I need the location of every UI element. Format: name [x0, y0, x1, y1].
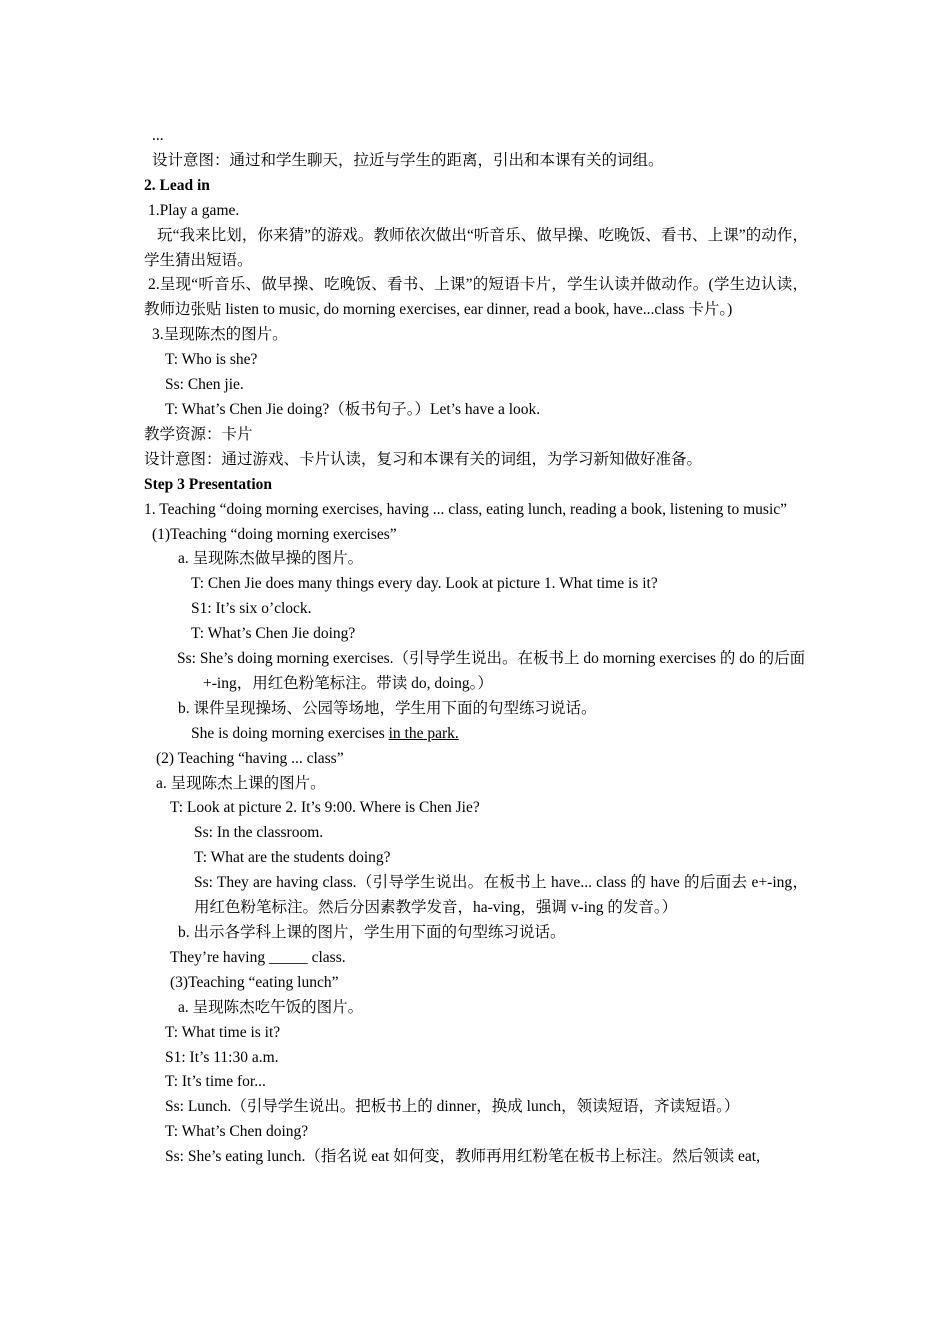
dialogue-line: T: What’s Chen doing?	[165, 1123, 309, 1141]
dialogue-line: T: It’s time for...	[165, 1073, 266, 1091]
dialogue-line: Ss: Lunch.（引导学生说出。把板书上的 dinner，换成 lunch，领读短语，齐读短语。）	[165, 1098, 740, 1116]
dialogue-line: T: What are the students doing?	[194, 849, 391, 867]
section-heading-lead-in: 2. Lead in	[144, 176, 210, 194]
dialogue-line: T: Chen Jie does many things every day. Look at picture 1. What time is it?	[191, 575, 658, 593]
lead-in-game-description: 玩“我来比划，你来猜”的游戏。教师依次做出“听音乐、做早操、吃晚饭、看书、上课”的动作，学生猜出短语。	[144, 226, 808, 269]
dialogue-line: S1: It’s six o’clock.	[191, 600, 312, 618]
underlined-phrase: in the park.	[388, 724, 459, 742]
dialogue-line: T: Look at picture 2. It’s 9:00. Where is Chen Jie?	[170, 799, 480, 817]
dialogue-line: Ss: Chen jie.	[165, 376, 244, 394]
dialogue-line: S1: It’s 11:30 a.m.	[165, 1048, 279, 1066]
example-sentence-1: She is doing morning exercises in the park.	[191, 724, 459, 742]
dialogue-line: T: What’s Chen Jie doing?（板书句子。）Let’s have a look.	[165, 400, 541, 418]
step-a-3: a. 呈现陈杰吃午饭的图片。	[178, 998, 364, 1016]
dialogue-line: Ss: In the classroom.	[194, 824, 324, 842]
subsection-heading-1: (1)Teaching “doing morning exercises”	[152, 525, 397, 543]
teaching-resources: 教学资源：卡片	[144, 425, 253, 443]
dialogue-line: T: What time is it?	[165, 1023, 281, 1041]
ellipsis-line: ...	[152, 127, 164, 144]
lead-in-item-3: 3.呈现陈杰的图片。	[152, 326, 288, 344]
lead-in-item-1: 1.Play a game.	[148, 201, 240, 219]
step-a-2: a. 呈现陈杰上课的图片。	[156, 774, 326, 792]
design-intent-1: 设计意图：通过和学生聊天，拉近与学生的距离，引出和本课有关的词组。	[152, 151, 664, 169]
design-intent-2: 设计意图：通过游戏、卡片认读，复习和本课有关的词组，为学习新知做好准备。	[144, 450, 703, 468]
dialogue-line: Ss: She’s eating lunch.（指名说 eat 如何变，教师再用红粉笔在板书上标注。然后领读 eat,	[165, 1148, 760, 1166]
step-a-1: a. 呈现陈杰做早操的图片。	[178, 550, 364, 568]
example-sentence-2: They’re having _____ class.	[170, 948, 346, 966]
step-b-2: b. 出示各学科上课的图片，学生用下面的句型练习说话。	[178, 924, 566, 941]
dialogue-line: T: What’s Chen Jie doing?	[191, 625, 356, 643]
document-page	[144, 124, 808, 1170]
lead-in-item-2: 2.呈现“听音乐、做早操、吃晚饭、看书、上课”的短语卡片，学生认读并做动作。(学生边认读，教师边张贴 listen to music, do morning exercises, ear dinner, read a book, have...class 卡片。)	[144, 276, 808, 319]
dialogue-line: T: Who is she?	[165, 351, 258, 369]
subsection-heading-3: (3)Teaching “eating lunch”	[170, 973, 339, 991]
dialogue-line: Ss: She’s doing morning exercises.（引导学生说出。在板书上 do morning exercises 的 do 的后面+-ing，用红色粉笔标注。带读 do, doing。）	[177, 650, 806, 692]
subsection-heading-2: (2) Teaching “having ... class”	[156, 749, 344, 767]
section-heading-presentation: Step 3 Presentation	[144, 475, 273, 493]
step-b-1: b. 课件呈现操场、公园等场地，学生用下面的句型练习说话。	[178, 699, 597, 717]
dialogue-line: Ss: They are having class.（引导学生说出。在板书上 have... class 的 have 的后面去 e+-ing，用红色粉笔标注。然后分因素教学发音，ha-ving，强调 v-ing 的发音。）	[194, 874, 808, 917]
presentation-item-1: 1. Teaching “doing morning exercises, having ... class, eating lunch, reading a book, listening to music”	[144, 500, 788, 518]
